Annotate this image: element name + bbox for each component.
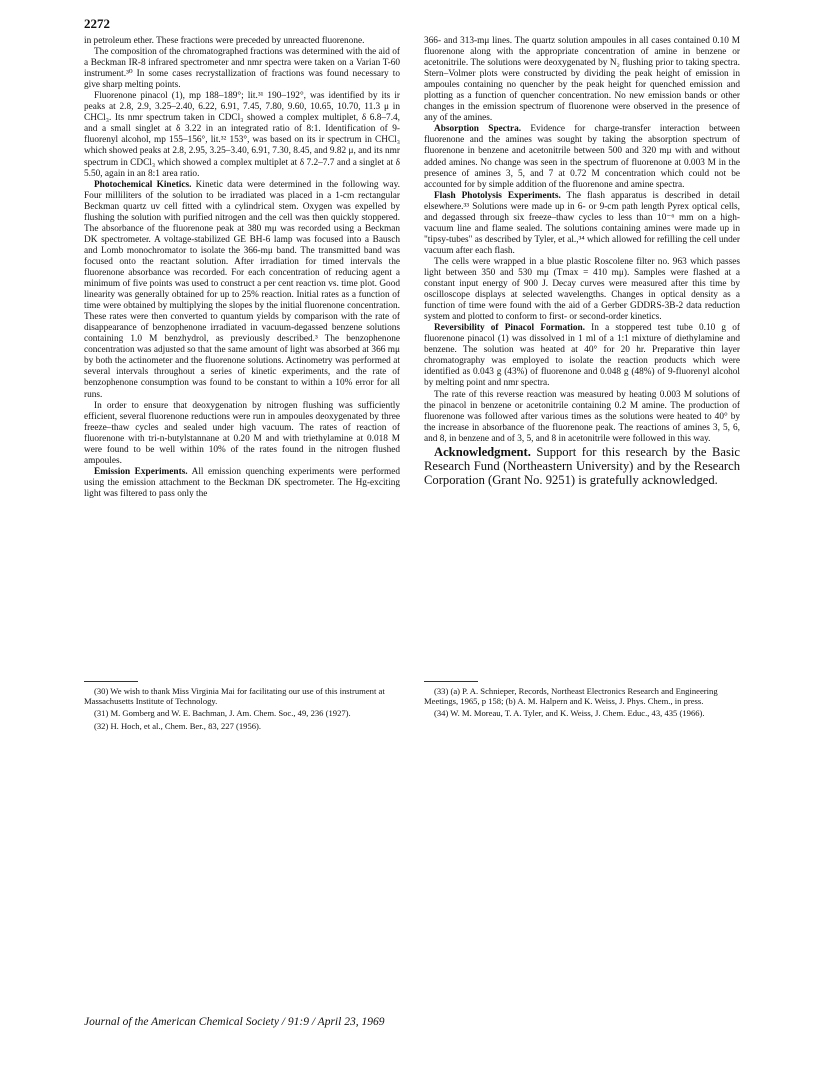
footnote: (30) We wish to thank Miss Virginia Mai for facilitating our use of this instrument at Massachusetts Institute of Technology. <box>84 686 385 707</box>
paragraph: 366- and 313-mμ lines. The quartz solution ampoules in all cases contained 0.10 M fluorenone along with the appropriate concentration of amine in benzene or acetonitrile. The solutions were deoxygenated by N₂ flushing prior to taking spectra. Stern–Volmer plots were constructed by dividing the peak height of emission in ampoules containing no quencher by the peak height for quenched emission and plotting as a function of quencher concentration. No new emission bands or other changes in the emission spectrum of fluorenone were observed in the presence of any of the amines. <box>424 36 740 124</box>
paragraph-text: Kinetic data were determined in the following way. Four milliliters of the solution to be irradiated was placed in a 1-cm rectangular Beckman quartz uv cell fitted with a cylindrical stem. Oxygen was expelled by flushing the solution with purified nitrogen and the cell was then quickly stoppered. The absorbance of the fluorenone peak at 380 mμ was recorded using a Beckman DK spectrometer. A voltage-stabilized GE BH-6 lamp was focused into a Bausch and Lomb monochromator to isolate the 366-mμ band. The transmitted band was focused onto the reactant solution. After irradiation for timed intervals the fluorenone absorbance was recorded. For each concentration of reducing agent a minimum of five points was used to construct a per cent reaction vs. time plot. Good linearity was generally obtained for up to 25% reaction. Initial rates as a function of time were obtained by multiplying the slopes by the initial fluorenone concentration. These rates were then converted to quantum yields by comparison with the rate of disappearance of benzophenone irradiated in vacuum-degassed benzene solutions containing 1.0 M benzhydrol, as previously described.³ The benzophenone concentration was adjusted so that the same amount of light was absorbed at 366 mμ by both the actinometer and the fluorenone solutions. Actinometry was performed at several intervals throughout a series of kinetic experiments, and the rate of benzophenone consumption was found to be constant to within a 10% error for all runs. <box>84 179 400 400</box>
paragraph: The rate of this reverse reaction was measured by heating 0.003 M solutions of the pinacol in benzene or acetonitrile containing 0.2 M amine. The production of fluorenone was followed after various times as the solutions were heated to 40° by the increase in absorbance of the fluorenone peak. The reactions of amines 3, 5, 6, and 8, in benzene and of 3, 5, and 8 in acetonitrile were followed in this way. <box>424 389 740 444</box>
acknowledgment-heading: Acknowledgment. <box>434 444 531 459</box>
footnotes-left <box>84 686 400 733</box>
acknowledgment-text: Support for this research by the Basic Research Fund (Northeastern University) and by the Research Corporation (Grant No. 9251) is gratefully acknowledged. <box>424 444 740 488</box>
paragraph: The composition of the chromatographed fractions was determined with the aid of a Beckman IR-8 infrared spectrometer and nmr spectra were taken on a Varian T-60 instrument.³⁰ In some cases recrystallization of fractions was found necessary to give sharp melting points. <box>84 47 400 91</box>
paragraph <box>424 323 740 389</box>
section-heading: Flash Photolysis Experiments. <box>434 190 561 201</box>
acknowledgment <box>424 445 740 488</box>
journal-footer: Journal of the American Chemical Society / 91:9 / April 23, 1969 <box>84 1016 385 1028</box>
footnote: (31) M. Gomberg and W. E. Bachman, J. Am. Chem. Soc., 49, 236 (1927). <box>94 708 351 719</box>
section-heading: Absorption Spectra. <box>434 124 522 135</box>
paragraph-text: All emission quenching experiments were performed using the emission attachment to the Beckman DK spectrometer. The Hg-exciting light was filtered to pass only the <box>84 466 400 499</box>
paragraph: In order to ensure that deoxygenation by nitrogen flushing was sufficiently efficient, several fluorenone reductions were run in ampoules deoxygenated by three freeze–thaw cycles and sealed under high vacuum. The rates of reaction of fluorenone with tri-n-butylstannane at 0.20 M and with triethylamine at 0.018 M were found to be well within 10% of the rates found in the nitrogen flushed ampoules. <box>84 400 400 466</box>
paragraph <box>424 191 740 257</box>
paragraph <box>84 467 400 500</box>
section-heading: Photochemical Kinetics. <box>94 179 192 190</box>
paragraph-text: Evidence for charge-transfer interaction between fluorenone and the amines was sought by taking the absorption spectrum of fluorenone in benzene and acetonitrile between 500 and 320 mμ with and without added amines. No change was seen in the spectrum of fluorenone at 0.003 M in the presence of amines 3, 5, and 7 at 0.72 M concentration which could not be accounted for by simple addition of the fluorenone and amine spectra. <box>424 124 740 190</box>
page-number: 2272 <box>84 16 110 31</box>
footnote-divider <box>84 681 138 682</box>
paragraph: Fluorenone pinacol (1), mp 188–189°; lit.³¹ 190–192°, was identified by its ir peaks at 2.8, 2.9, 3.25–2.40, 6.22, 6.91, 7.45, 7.80, 9.60, 10.65, 10.70, 11.3 μ in CHCl₃. Its nmr spectrum taken in CDCl₃ showed a complex multiplet, δ 6.8–7.4, and a small singlet at δ 3.22 in an integrated ratio of 8:1. Identification of 9-fluorenyl alcohol, mp 155–156°, lit.³² 153°, was based on its ir spectrum in CHCl₃ which showed peaks at 2.8, 2.95, 3.25–3.40, 6.91, 7.30, 8.45, and 9.82 μ, and its nmr spectrum in CDCl₃ which showed a complex multiplet at δ 7.2–7.7 and a singlet at δ 5.50, again in an 8:1 area ratio. <box>84 91 400 179</box>
paragraph: in petroleum ether. These fractions were preceded by unreacted fluorenone. <box>84 36 365 46</box>
footnote: (32) H. Hoch, et al., Chem. Ber., 83, 227 (1956). <box>94 720 262 731</box>
paragraph <box>424 124 740 190</box>
paragraph-text: The flash apparatus is described in detail elsewhere.³³ Solutions were made up in 6- or 9-cm path length Pyrex optical cells, and degassed through six freeze–thaw cycles to less than 10⁻⁶ mm on a high-vacuum line and flame sealed. The solutions containing amines were made up in "tipsy-tubes" as described by Tyler, et al.,³⁴ which allowed for refilling the cell under vacuum after each flash. <box>424 190 741 256</box>
paragraph <box>84 180 400 401</box>
paragraph-text: In a stoppered test tube 0.10 g of fluorenone pinacol (1) was dissolved in 1 ml of a 1:1 mixture of diethylamine and benzene. The solution was heated at 40° for 20 hr. Preparative thin layer chromatography was employed to isolate the reaction products which were identified as 0.043 g (43%) of fluorenone and 0.048 g (48%) of 9-fluorenyl alcohol by melting point and nmr spectra. <box>424 323 741 389</box>
section-heading: Emission Experiments. <box>94 466 188 477</box>
footnotes-right <box>424 686 740 721</box>
section-heading: Reversibility of Pinacol Formation. <box>434 323 585 334</box>
footnote-divider <box>424 681 478 682</box>
footnote: (34) W. M. Moreau, T. A. Tyler, and K. Weiss, J. Chem. Educ., 43, 435 (1966). <box>434 708 705 719</box>
paragraph: The cells were wrapped in a blue plastic Roscolene filter no. 963 which passes light between 350 and 530 mμ (Tmax = 410 mμ). Samples were flashed at a constant input energy of 900 J. Decay curves were measured after this time by oscilloscope displays at selected wavelengths. Changes in optical density as a function of time were found with the aid of a Gerber GDDRS-3B-2 data reduction system and plotted to conform to first- or second-order kinetics. <box>424 256 740 323</box>
left-column <box>84 36 400 500</box>
right-column <box>424 36 740 487</box>
footnote: (33) (a) P. A. Schnieper, Records, Northeast Electronics Research and Engineering Meetings, 1965, p 158; (b) A. M. Halpern and K. Weiss, J. Phys. Chem., in press. <box>424 686 718 707</box>
